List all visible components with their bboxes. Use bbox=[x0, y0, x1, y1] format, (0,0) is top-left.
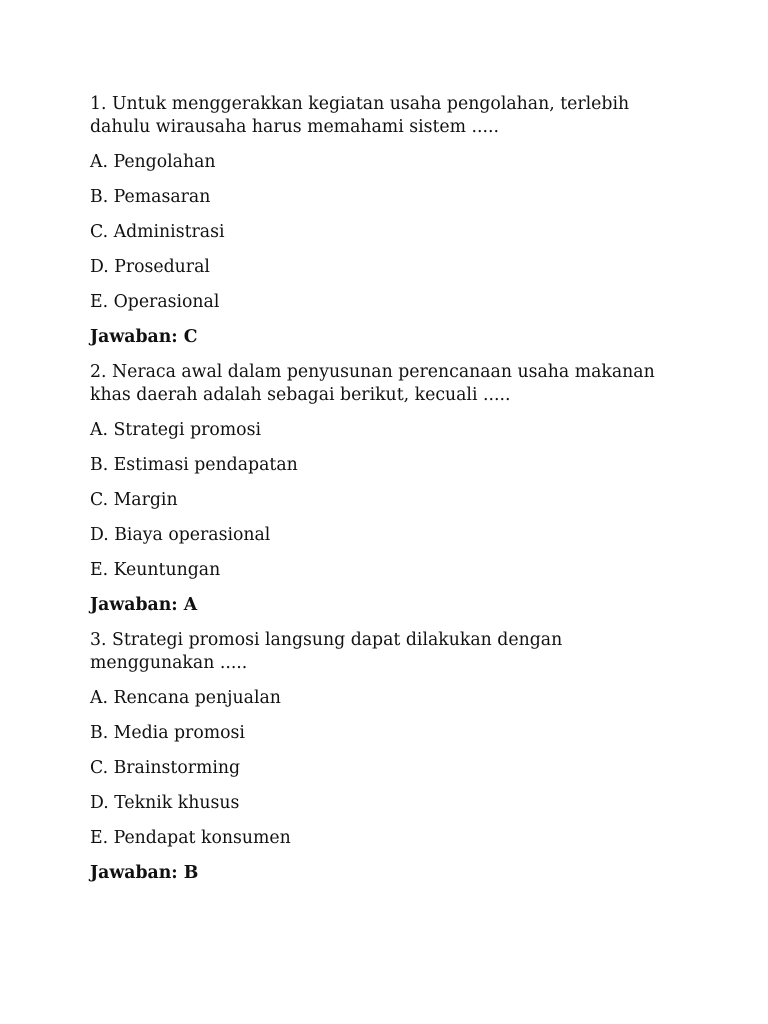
option-c: C. Administrasi bbox=[90, 222, 225, 242]
question-block-3 bbox=[90, 629, 690, 885]
question-block-2 bbox=[90, 361, 690, 617]
option-e: E. Keuntungan bbox=[90, 560, 221, 580]
answer-key: Jawaban: A bbox=[90, 595, 198, 615]
question-text: 1. Untuk menggerakkan kegiatan usaha pengolahan, terlebih dahulu wirausaha harus memahami sistem ..... bbox=[90, 94, 630, 137]
answer-key: Jawaban: C bbox=[90, 327, 198, 347]
option-b: B. Media promosi bbox=[90, 723, 245, 743]
option-c: C. Brainstorming bbox=[90, 758, 241, 778]
option-a: A. Strategi promosi bbox=[90, 420, 261, 440]
option-d: D. Teknik khusus bbox=[90, 793, 240, 813]
option-b: B. Estimasi pendapatan bbox=[90, 455, 298, 475]
question-text: 3. Strategi promosi langsung dapat dilakukan dengan menggunakan ..... bbox=[90, 630, 563, 673]
option-d: D. Prosedural bbox=[90, 257, 210, 277]
option-e: E. Pendapat konsumen bbox=[90, 828, 291, 848]
option-a: A. Pengolahan bbox=[90, 152, 216, 172]
option-b: B. Pemasaran bbox=[90, 187, 211, 207]
document-page bbox=[90, 93, 690, 897]
option-c: C. Margin bbox=[90, 490, 178, 510]
option-a: A. Rencana penjualan bbox=[90, 688, 281, 708]
question-block-1 bbox=[90, 93, 690, 349]
answer-key: Jawaban: B bbox=[90, 863, 199, 883]
option-d: D. Biaya operasional bbox=[90, 525, 271, 545]
option-e: E. Operasional bbox=[90, 292, 220, 312]
question-text: 2. Neraca awal dalam penyusunan perencanaan usaha makanan khas daerah adalah sebagai berikut, kecuali ..... bbox=[90, 362, 655, 405]
